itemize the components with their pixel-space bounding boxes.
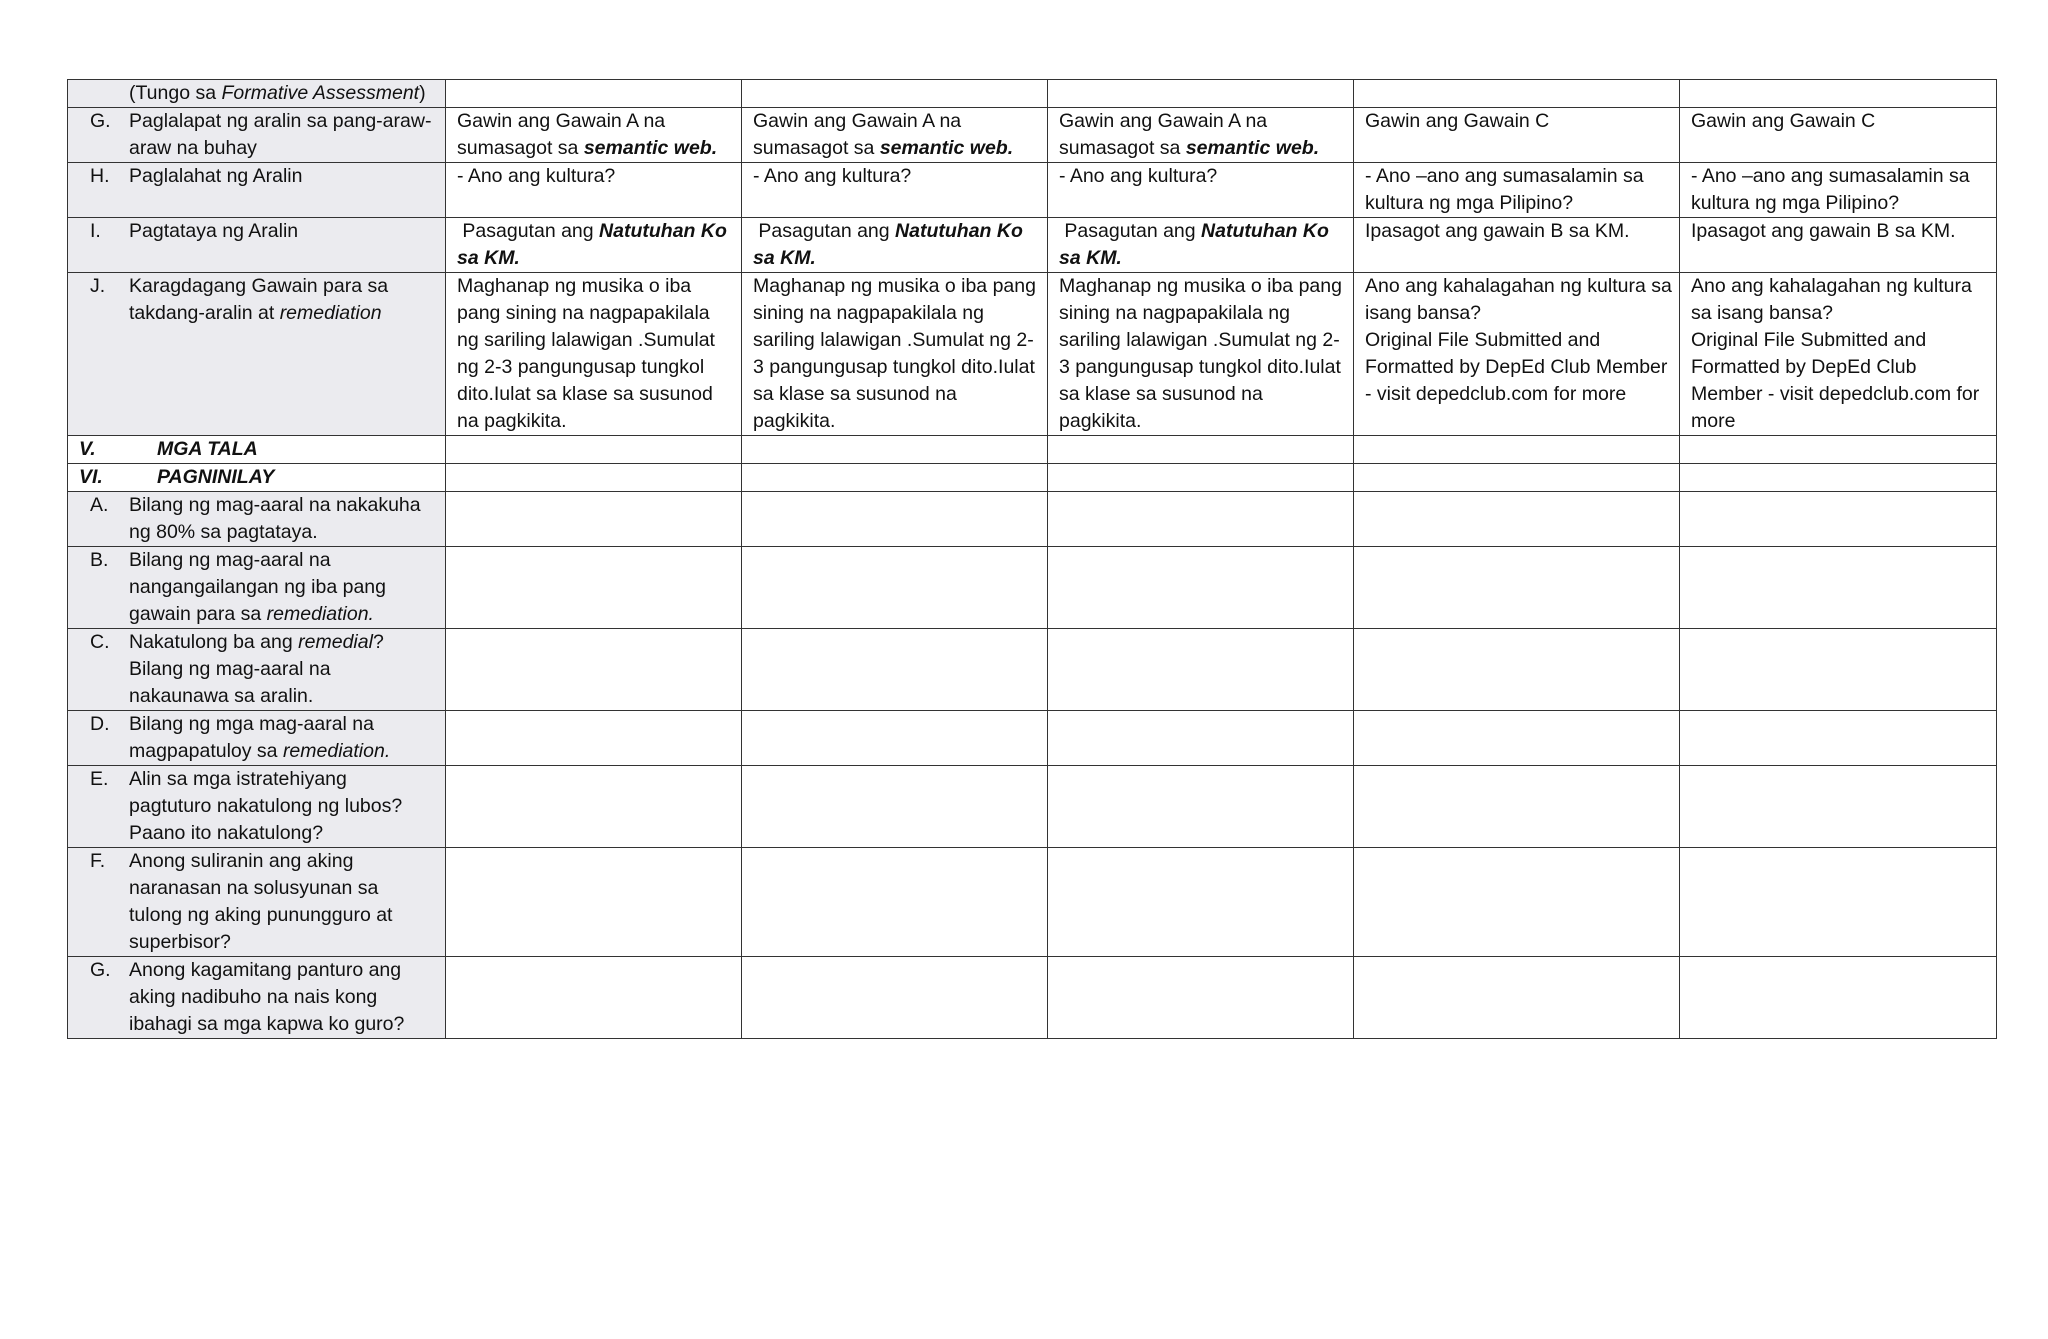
table-cell: [1048, 629, 1354, 711]
table-cell: [1048, 80, 1354, 108]
table-cell: [1354, 436, 1680, 464]
table-row: [68, 957, 1997, 1039]
table-cell: [446, 848, 742, 957]
table-cell: [1048, 766, 1354, 848]
dll-table: [67, 79, 1997, 1039]
table-cell: - Ano ang kultura?: [1048, 163, 1354, 218]
table-cell: [1680, 957, 1997, 1039]
table-cell: [1048, 492, 1354, 547]
table-cell: [1048, 711, 1354, 766]
table-cell: [446, 547, 742, 629]
row-label-cell: B. Bilang ng mag-aaral na nangangailangan ng iba pang gawain para sa remediation.: [68, 547, 446, 629]
row-label-cell: E. Alin sa mga istratehiyang pagtuturo nakatulong ng lubos? Paano ito nakatulong?: [68, 766, 446, 848]
table-cell: [1680, 492, 1997, 547]
row-label-cell: A. Bilang ng mag-aaral na nakakuha ng 80% sa pagtataya.: [68, 492, 446, 547]
table-row: [68, 163, 1997, 218]
table-cell: Gawin ang Gawain C: [1354, 108, 1680, 163]
table-cell: Ano ang kahalagahan ng kultura sa isang bansa? Original File Submitted and Formatted by DepEd Club Member - visit depedclub.com for more: [1354, 273, 1680, 436]
table-cell: [1048, 848, 1354, 957]
row-label-cell: G. Anong kagamitang panturo ang aking nadibuho na nais kong ibahagi sa mga kapwa ko guro?: [68, 957, 446, 1039]
section-heading: VI. PAGNINILAY: [68, 464, 446, 492]
table-cell: Pasagutan ang Natutuhan Ko sa KM.: [1048, 218, 1354, 273]
row-label-cell: I. Pagtataya ng Aralin: [68, 218, 446, 273]
table-cell: [1354, 492, 1680, 547]
table-cell: Gawin ang Gawain C: [1680, 108, 1997, 163]
table-cell: [1354, 547, 1680, 629]
table-cell: [1354, 957, 1680, 1039]
table-cell: [1354, 629, 1680, 711]
table-cell: [1680, 464, 1997, 492]
row-label-cell: G. Paglalapat ng aralin sa pang-araw-araw na buhay: [68, 108, 446, 163]
table-cell: [446, 766, 742, 848]
table-cell: - Ano –ano ang sumasalamin sa kultura ng mga Pilipino?: [1354, 163, 1680, 218]
table-cell: [1354, 766, 1680, 848]
table-cell: Maghanap ng musika o iba pang sining na nagpapakilala ng sariling lalawigan .Sumulat ng 2-3 pangungusap tungkol dito.Iulat sa klase sa susunod na pagkikita.: [1048, 273, 1354, 436]
table-cell: Maghanap ng musika o iba pang sining na nagpapakilala ng sariling lalawigan .Sumulat ng 2-3 pangungusap tungkol dito.Iulat sa klase sa susunod na pagkikita.: [446, 273, 742, 436]
table-row: [68, 492, 1997, 547]
table-cell: [446, 492, 742, 547]
table-cell: - Ano ang kultura?: [742, 163, 1048, 218]
table-cell: - Ano ang kultura?: [446, 163, 742, 218]
table-row: [68, 80, 1997, 108]
table-cell: [446, 957, 742, 1039]
row-label-cell: C. Nakatulong ba ang remedial? Bilang ng mag-aaral na nakaunawa sa aralin.: [68, 629, 446, 711]
table-cell: Pasagutan ang Natutuhan Ko sa KM.: [446, 218, 742, 273]
table-cell: [1354, 711, 1680, 766]
table-cell: [446, 464, 742, 492]
row-label-cell: (Tungo sa Formative Assessment): [68, 80, 446, 108]
table-cell: - Ano –ano ang sumasalamin sa kultura ng mga Pilipino?: [1680, 163, 1997, 218]
table-row: [68, 218, 1997, 273]
table-row: [68, 547, 1997, 629]
table-cell: [446, 711, 742, 766]
table-cell: [1680, 80, 1997, 108]
table-cell: Ipasagot ang gawain B sa KM.: [1680, 218, 1997, 273]
table-cell: Gawin ang Gawain A na sumasagot sa semantic web.: [446, 108, 742, 163]
table-cell: [1354, 464, 1680, 492]
section-heading: V. MGA TALA: [68, 436, 446, 464]
section-row: [68, 436, 1997, 464]
table-cell: [742, 436, 1048, 464]
table-cell: [742, 848, 1048, 957]
table-cell: [1048, 547, 1354, 629]
table-cell: [742, 957, 1048, 1039]
table-cell: [1680, 436, 1997, 464]
table-cell: [446, 436, 742, 464]
row-label-cell: J. Karagdagang Gawain para sa takdang-aralin at remediation: [68, 273, 446, 436]
table-row: [68, 711, 1997, 766]
table-cell: [742, 629, 1048, 711]
table-cell: Gawin ang Gawain A na sumasagot sa semantic web.: [742, 108, 1048, 163]
row-label-cell: H. Paglalahat ng Aralin: [68, 163, 446, 218]
table-cell: [1354, 80, 1680, 108]
table-cell: [742, 547, 1048, 629]
table-cell: [742, 711, 1048, 766]
table-cell: [1680, 711, 1997, 766]
row-label-cell: F. Anong suliranin ang aking naranasan na solusyunan sa tulong ng aking punungguro at superbisor?: [68, 848, 446, 957]
table-row: [68, 848, 1997, 957]
table-cell: [742, 80, 1048, 108]
table-cell: Maghanap ng musika o iba pang sining na nagpapakilala ng sariling lalawigan .Sumulat ng 2-3 pangungusap tungkol dito.Iulat sa klase sa susunod na pagkikita.: [742, 273, 1048, 436]
table-cell: [1048, 436, 1354, 464]
table-row: [68, 273, 1997, 436]
table-cell: Ano ang kahalagahan ng kultura sa isang bansa? Original File Submitted and Formatted by DepEd Club Member - visit depedclub.com for more: [1680, 273, 1997, 436]
table-cell: Ipasagot ang gawain B sa KM.: [1354, 218, 1680, 273]
table-row: [68, 108, 1997, 163]
table-cell: Pasagutan ang Natutuhan Ko sa KM.: [742, 218, 1048, 273]
table-cell: [742, 492, 1048, 547]
section-row: [68, 464, 1997, 492]
table-cell: Gawin ang Gawain A na sumasagot sa semantic web.: [1048, 108, 1354, 163]
table-cell: [446, 80, 742, 108]
table-cell: [1048, 957, 1354, 1039]
table-row: [68, 766, 1997, 848]
row-label-cell: D. Bilang ng mga mag-aaral na magpapatuloy sa remediation.: [68, 711, 446, 766]
table-cell: [1680, 629, 1997, 711]
table-cell: [1680, 766, 1997, 848]
table-cell: [1048, 464, 1354, 492]
table-cell: [1680, 547, 1997, 629]
table-cell: [742, 766, 1048, 848]
table-cell: [1680, 848, 1997, 957]
table-row: [68, 629, 1997, 711]
table-cell: [446, 629, 742, 711]
table-cell: [742, 464, 1048, 492]
table-cell: [1354, 848, 1680, 957]
